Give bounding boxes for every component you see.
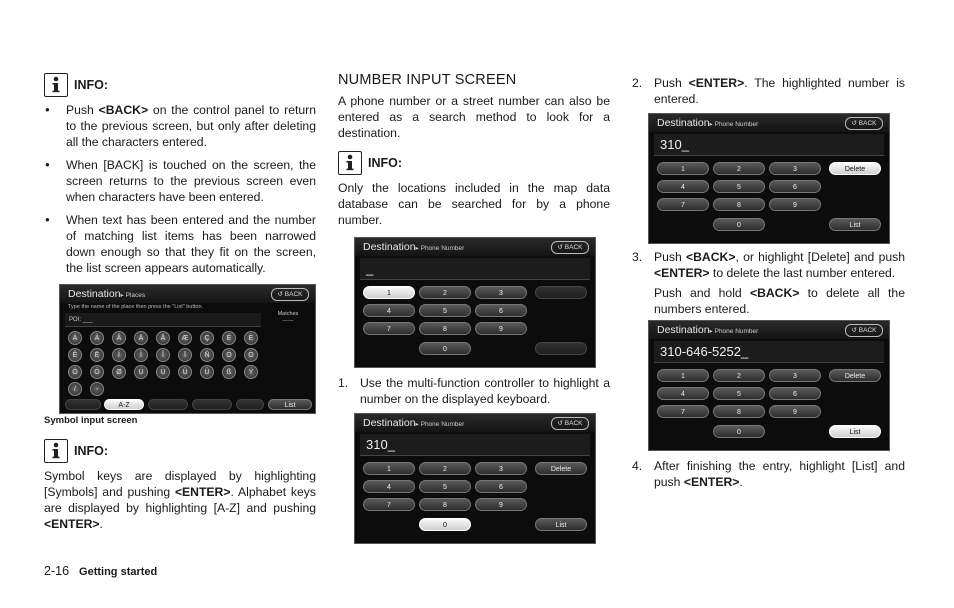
page-number: 2-16 <box>44 564 70 578</box>
list-key[interactable] <box>535 342 587 355</box>
number-input-screenshot-2 <box>354 413 596 544</box>
screen-title: Destination▸ Places <box>68 288 146 300</box>
number-key-0[interactable]: 0 <box>713 425 765 438</box>
symbol-key[interactable]: / <box>68 382 82 396</box>
number-key-7[interactable]: 7 <box>657 198 709 211</box>
step-2: 2. Push <ENTER>. The highlighted number is entered. <box>632 76 905 106</box>
number-key-8[interactable]: 8 <box>419 322 471 335</box>
number-key-6[interactable]: 6 <box>475 480 527 493</box>
number-key-0[interactable]: 0 <box>713 218 765 231</box>
column-left <box>44 72 316 532</box>
symbol-key[interactable]: Ó <box>222 348 236 362</box>
number-entry-field: 310-646-5252_ <box>654 341 884 363</box>
screen-prompt: Type the name of the place then press the "List" button. <box>68 304 204 310</box>
number-key-3[interactable]: 3 <box>475 286 527 299</box>
number-key-4[interactable]: 4 <box>363 304 415 317</box>
bullet-item: ● When [BACK] is touched on the screen, the screen returns to the previous screen even when characters have been entered. <box>44 157 316 205</box>
info-title: INFO: <box>74 444 109 458</box>
back-button[interactable]: ↺ BACK <box>845 117 883 130</box>
symbol-key[interactable]: È <box>244 331 258 345</box>
az-key[interactable]: A-Z <box>104 399 144 410</box>
info-bullet-list <box>44 102 316 276</box>
symbol-key[interactable]: Â <box>112 331 126 345</box>
number-key-5[interactable]: 5 <box>713 387 765 400</box>
symbol-key[interactable]: Á <box>68 331 82 345</box>
symbol-key[interactable]: Ë <box>90 348 104 362</box>
symbol-key[interactable]: Ò <box>244 348 258 362</box>
screen-header <box>60 285 315 303</box>
page-footer <box>44 564 157 578</box>
symbol-key[interactable]: Î <box>156 348 170 362</box>
number-key-9[interactable]: 9 <box>475 498 527 511</box>
list-key[interactable]: List <box>535 518 587 531</box>
symbol-key[interactable]: Å <box>156 331 170 345</box>
bullet-item: ● Push <BACK> on the control panel to return to the previous screen, but only after deleting all the characters entered. <box>44 102 316 150</box>
number-key-9[interactable]: 9 <box>769 405 821 418</box>
blank-key <box>65 399 101 410</box>
info-title: INFO: <box>74 78 109 92</box>
symbol-key[interactable]: À <box>90 331 104 345</box>
blank-key <box>236 399 264 410</box>
number-key-3[interactable]: 3 <box>769 369 821 382</box>
symbol-key[interactable]: Ç <box>200 331 214 345</box>
list-key[interactable]: List <box>829 218 881 231</box>
number-input-screenshot-4 <box>648 320 890 451</box>
symbol-key[interactable]: Ù <box>156 365 170 379</box>
number-key-2[interactable]: 2 <box>419 286 471 299</box>
screen-header <box>355 414 595 432</box>
symbol-key[interactable]: - <box>90 382 104 396</box>
screen-header <box>649 321 889 339</box>
info-header <box>44 72 316 98</box>
symbol-key[interactable]: Ä <box>134 331 148 345</box>
number-key-2[interactable]: 2 <box>713 162 765 175</box>
symbol-key[interactable]: Ø <box>112 365 126 379</box>
list-key[interactable]: List <box>268 399 312 410</box>
screen-header <box>355 238 595 256</box>
number-key-6[interactable]: 6 <box>475 304 527 317</box>
delete-key[interactable]: Delete <box>829 369 881 382</box>
symbol-key[interactable]: Í <box>112 348 126 362</box>
number-key-1[interactable]: 1 <box>657 369 709 382</box>
info-paragraph: Symbol keys are displayed by highlighting [Symbols] and pushing <ENTER>. Alphabet keys are displayed by highlighting [A-Z] and pushing <ENTER>. <box>44 469 316 531</box>
matches-indicator: Matches ------ <box>277 311 299 324</box>
number-key-4[interactable]: 4 <box>363 480 415 493</box>
back-button[interactable]: ↺ BACK <box>271 288 309 301</box>
column-middle <box>338 72 610 544</box>
number-key-0[interactable]: 0 <box>419 342 471 355</box>
symbol-key[interactable]: Û <box>178 365 192 379</box>
info-title: INFO: <box>368 156 403 170</box>
number-key-3[interactable]: 3 <box>475 462 527 475</box>
back-button[interactable]: ↺ BACK <box>845 324 883 337</box>
screen-title: Destination▸ Phone Number <box>657 324 759 336</box>
screen-title: Destination▸ Phone Number <box>363 417 465 429</box>
symbol-key[interactable]: Ö <box>90 365 104 379</box>
back-button[interactable]: ↺ BACK <box>551 417 589 430</box>
number-input-screenshot-3 <box>648 113 890 244</box>
screen-title: Destination▸ Phone Number <box>363 241 465 253</box>
number-key-1[interactable]: 1 <box>657 162 709 175</box>
list-key[interactable]: List <box>829 425 881 438</box>
intro-paragraph: A phone number or a street number can also be entered as a search method to look for a destination. <box>338 94 610 140</box>
number-key-0[interactable]: 0 <box>419 518 471 531</box>
number-key-5[interactable]: 5 <box>419 480 471 493</box>
number-entry-field: 310_ <box>654 134 884 156</box>
symbol-key[interactable]: Ô <box>68 365 82 379</box>
number-key-8[interactable]: 8 <box>419 498 471 511</box>
screen-title: Destination▸ Phone Number <box>657 117 759 129</box>
info-header <box>338 150 610 176</box>
bullet-item: ● When text has been entered and the number of matching list items has been narrowed down enough so that they fit on the screen, the list screen appears automatically. <box>44 212 316 276</box>
blank-key <box>148 399 188 410</box>
symbol-key[interactable]: Æ <box>178 331 192 345</box>
back-button[interactable]: ↺ BACK <box>551 241 589 254</box>
symbol-key[interactable]: Ý <box>244 365 258 379</box>
section-name: Getting started <box>79 566 158 578</box>
number-key-1[interactable]: 1 <box>363 286 415 299</box>
step-4: 4. After finishing the entry, highlight [List] and push <ENTER>. <box>632 459 905 489</box>
number-key-2[interactable]: 2 <box>713 369 765 382</box>
number-key-2[interactable]: 2 <box>419 462 471 475</box>
symbol-key[interactable]: Ü <box>200 365 214 379</box>
symbol-input-screenshot <box>59 284 316 414</box>
number-key-4[interactable]: 4 <box>657 387 709 400</box>
number-key-8[interactable]: 8 <box>713 198 765 211</box>
symbol-key[interactable]: Ê <box>68 348 82 362</box>
info-paragraph: Only the locations included in the map data database can be searched for by a phone number. <box>338 181 610 227</box>
screen-header <box>649 114 889 132</box>
number-key-8[interactable]: 8 <box>713 405 765 418</box>
delete-key[interactable] <box>535 286 587 299</box>
symbol-key[interactable]: É <box>222 331 236 345</box>
number-key-7[interactable]: 7 <box>363 498 415 511</box>
number-key-5[interactable]: 5 <box>419 304 471 317</box>
number-key-1[interactable]: 1 <box>363 462 415 475</box>
symbol-key[interactable]: ß <box>222 365 236 379</box>
info-header <box>44 438 316 464</box>
column-right <box>632 72 905 490</box>
number-key-7[interactable]: 7 <box>363 322 415 335</box>
poi-field: POI: ___ <box>65 313 261 327</box>
number-entry-field: 310_ <box>360 434 590 456</box>
step-1: 1. Use the multi-function controller to highlight a number on the displayed keyboard. <box>338 376 610 406</box>
figure-caption: Symbol input screen <box>44 415 138 426</box>
symbol-key[interactable]: Ì <box>134 348 148 362</box>
number-key-7[interactable]: 7 <box>657 405 709 418</box>
symbol-key[interactable]: Ñ <box>200 348 214 362</box>
info-icon <box>338 151 362 175</box>
number-key-4[interactable]: 4 <box>657 180 709 193</box>
number-key-9[interactable]: 9 <box>475 322 527 335</box>
number-entry-field: _ <box>360 258 590 280</box>
number-key-9[interactable]: 9 <box>769 198 821 211</box>
number-key-6[interactable]: 6 <box>769 387 821 400</box>
info-icon <box>44 439 68 463</box>
number-key-3[interactable]: 3 <box>769 162 821 175</box>
number-key-6[interactable]: 6 <box>769 180 821 193</box>
blank-key <box>192 399 232 410</box>
step-3: 3. Push <BACK>, or highlight [Delete] and push <ENTER> to delete the last number entered. <box>632 250 905 280</box>
delete-key[interactable]: Delete <box>535 462 587 475</box>
number-key-5[interactable]: 5 <box>713 180 765 193</box>
symbol-key[interactable]: Ï <box>178 348 192 362</box>
number-input-screenshot-1 <box>354 237 596 368</box>
step-3-note: Push and hold <BACK> to delete all the numbers entered. <box>654 286 905 316</box>
symbol-key[interactable]: Ú <box>134 365 148 379</box>
info-icon <box>44 73 68 97</box>
section-heading: NUMBER INPUT SCREEN <box>338 72 517 88</box>
delete-key[interactable]: Delete <box>829 162 881 175</box>
